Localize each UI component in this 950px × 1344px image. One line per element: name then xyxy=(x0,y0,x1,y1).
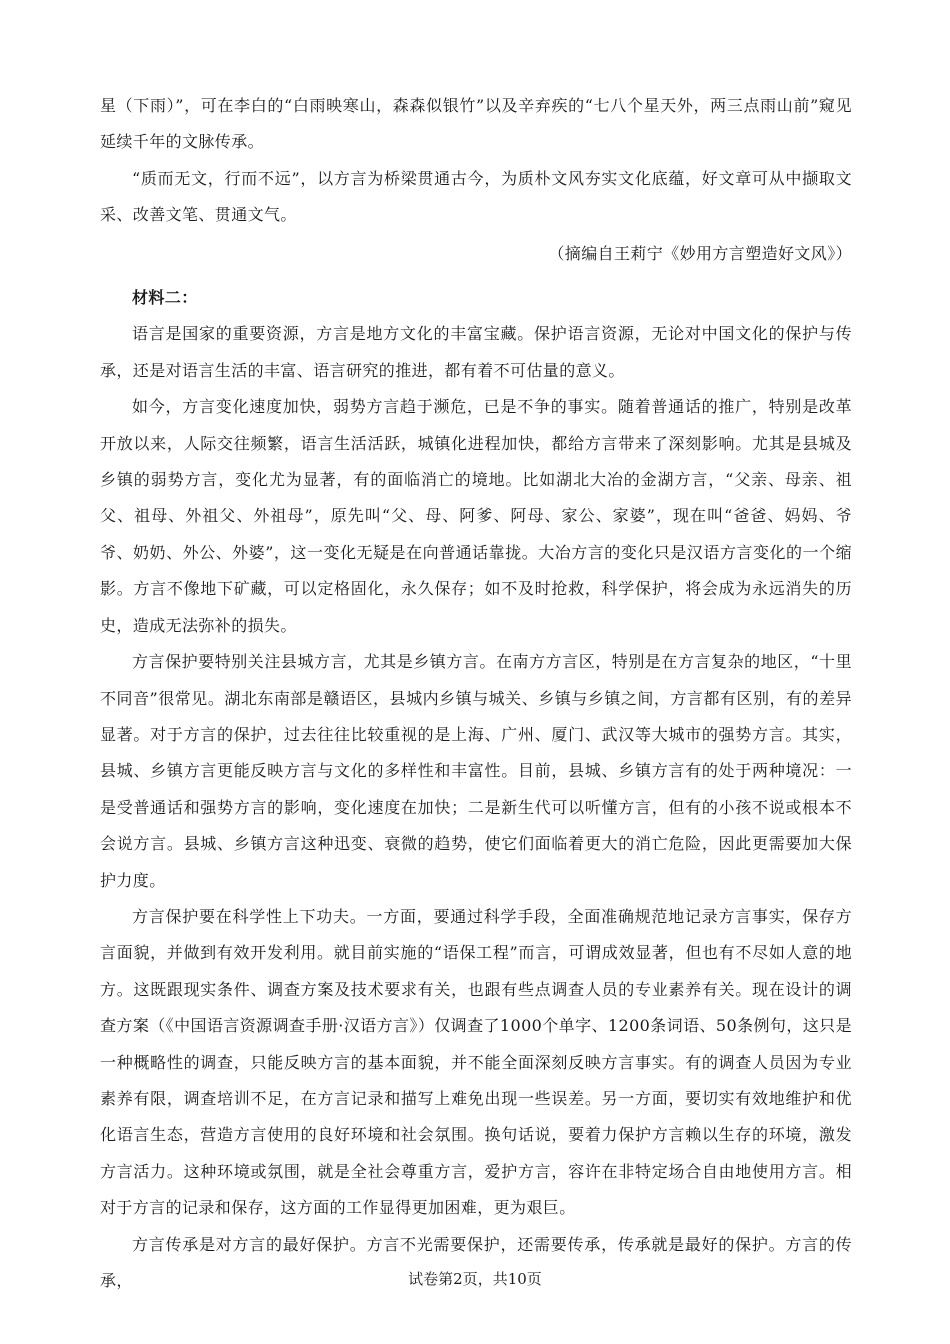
paragraph: 方言传承是对方言的最好保护。方言不光需要保护，还需要传承，传承就是最好的保护。方言的传承， xyxy=(100,1234,852,1290)
page-footer: 试卷第2页，共10页 xyxy=(408,1270,542,1288)
article-body xyxy=(100,88,852,1299)
paragraph: 方言保护要特别关注县城方言，尤其是乡镇方言。在南方方言区，特别是在方言复杂的地区，“十里不同音”很常见。湖北东南部是赣语区，县城内乡镇与城关、乡镇与乡镇之间，方言都有区别，有的差异显著。对于方言的保护，过去往往比较重视的是上海、广州、厦门、武汉等大城市的强势方言。其实，县城、乡镇方言更能反映方言与文化的多样性和丰富性。目前，县城、乡镇方言有的处于两种境况：一是受普通话和强势方言的影响，变化速度在加快；二是新生代可以听懂方言，但有的小孩不说或根本不会说方言。县城、乡镇方言这种迅变、衰微的趋势，使它们面临着更大的消亡危险，因此更需要加大保护力度。 xyxy=(100,652,852,890)
material2-heading: 材料二： xyxy=(132,288,198,308)
paragraph-continuation: 星（下雨）”，可在李白的“白雨映寒山，森森似银竹”以及辛弃疾的“七八个星天外，两三点雨山前”窥见延续千年的文脉传承。 xyxy=(100,96,852,152)
paragraph: 如今，方言变化速度加快，弱势方言趋于濒危，已是不争的事实。随着普通话的推广，特别是改革开放以来，人际交往频繁，语言生活活跃，城镇化进程加快，都给方言带来了深刻影响。尤其是县城及乡镇的弱势方言，变化尤为显著，有的面临消亡的境地。比如湖北大冶的金湖方言，“父亲、母亲、祖父、祖母、外祖父、外祖母”，原先叫“父、母、阿爹、阿母、家公、家婆”，现在叫“爸爸、妈妈、爷爷、奶奶、外公、外婆”，这一变化无疑是在向普通话靠拢。大冶方言的变化只是汉语方言变化的一个缩影。方言不像地下矿藏，可以定格固化，永久保存；如不及时抢救，科学保护，将会成为永远消失的历史，造成无法弥补的损失。 xyxy=(100,397,852,635)
paragraph: 语言是国家的重要资源，方言是地方文化的丰富宝藏。保护语言资源，无论对中国文化的保护与传承，还是对语言生活的丰富、语言研究的推进，都有着不可估量的意义。 xyxy=(100,324,852,380)
source-citation: （摘编自王莉宁《妙用方言塑造好文风》） xyxy=(548,243,852,263)
paragraph: 方言保护要在科学性上下功夫。一方面，要通过科学手段，全面准确规范地记录方言事实，保存方言面貌，并做到有效开发利用。就目前实施的“语保工程”而言，可谓成效显著，但也有不尽如人意的地方。这既跟现实条件、调查方案及技术要求有关，也跟有些点调查人员的专业素养有关。现在设计的调查方案（《中国语言资源调查手册·汉语方言》）仅调查了1000个单字、1200条词语、50条例句，这只是一种概略性的调查，只能反映方言的基本面貌，并不能全面深刻反映方言事实。有的调查人员因为专业素养有限，调查培训不足，在方言记录和描写上难免出现一些误差。另一方面，要切实有效地维护和优化语言生态，营造方言使用的良好环境和社会氛围。换句话说，要着力保护方言赖以生存的环境，激发方言活力。这种环境或氛围，就是全社会尊重方言，爱护方言，容许在非特定场合自由地使用方言。相对于方言的记录和保存，这方面的工作显得更加困难，更为艰巨。 xyxy=(100,906,852,1218)
paragraph: “质而无文，行而不远”，以方言为桥梁贯通古今，为质朴文风夯实文化底蕴，好文章可从中撷取文采、改善文笔、贯通文气。 xyxy=(100,168,852,225)
